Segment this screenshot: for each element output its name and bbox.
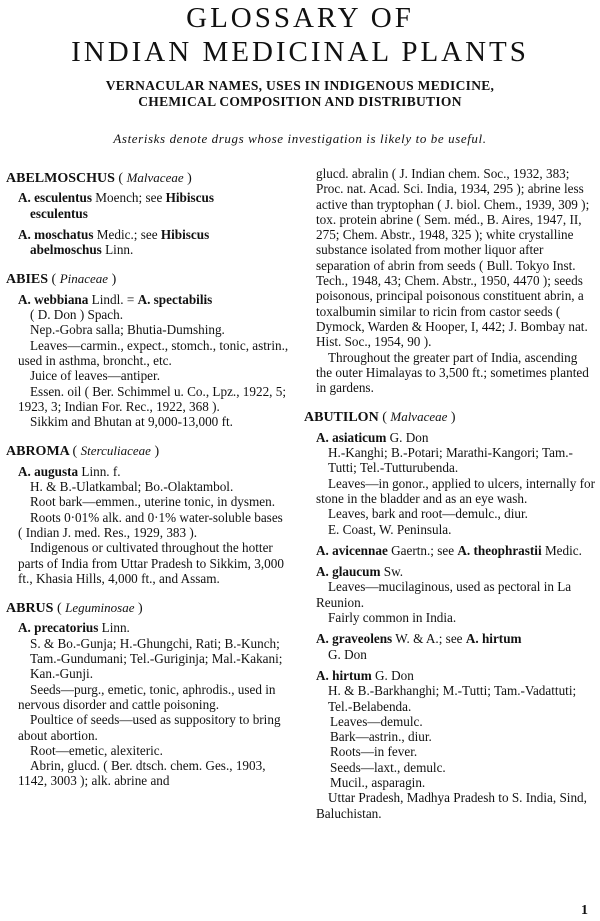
species-entry [18, 227, 290, 258]
genus-heading: ABROMA ( Sterculiaceae ) [6, 443, 160, 460]
chemistry-text: Roots 0·01% alk. and 0·1% water-soluble bases ( Indian J. med. Res., 1929, 383 ). [18, 509, 283, 540]
species-name: A. augusta [18, 463, 79, 479]
authority: W. & A.; see [392, 631, 466, 647]
cross-ref-species: esculentus [30, 205, 88, 221]
genus-heading: ABELMOSCHUS ( Malvaceae ) [6, 170, 192, 186]
distribution-text: Indigenous or cultivated throughout the hotter parts of India from Uttar Pradesh to Sikkim, 3,000 ft., Khasia Hills, 4,000 ft., and Assam. [18, 540, 284, 586]
species-name: A. hirtum [316, 667, 372, 683]
species-entry [316, 564, 596, 625]
title-line-2: INDIAN MEDICINAL PLANTS [71, 36, 529, 68]
uses-text: Seeds—laxt., demulc. [330, 759, 446, 775]
uses-text: Leaves—in gonor., applied to ulcers, internally for stone in the bladder and as an eye wash. [316, 475, 595, 506]
species-entry [18, 620, 290, 788]
family-name: Malvaceae [126, 170, 184, 185]
page-number: 1 [581, 903, 588, 918]
genus-name: ABELMOSCHUS [6, 171, 115, 186]
distribution-text: Throughout the greater part of India, ascending the outer Himalayas to 3,500 ft.; sometimes planted in gardens. [316, 349, 589, 396]
authority: Moench; see [92, 190, 166, 206]
asterisk-note: Asterisks denote drugs whose investigation is likely to be useful. [113, 131, 487, 146]
distribution-text: E. Coast, W. Peninsula. [328, 521, 452, 537]
uses-text: Bark—astrin., diur. [330, 729, 432, 745]
vernacular-names: H. & B.-Ulatkambal; Bo.-Olaktambol. [30, 479, 234, 495]
authority: Medic.; see [93, 226, 161, 242]
cross-ref: Hibiscus [165, 190, 214, 206]
chemistry-text: Mucil., asparagin. [330, 774, 426, 790]
section-abrus-continued [316, 166, 596, 395]
uses-text: Seeds—purg., emetic, tonic, aphrodis., used in nervous disorder and cattle poisoning. [18, 681, 276, 712]
species-entry [18, 190, 290, 221]
chemistry-text: glucd. abralin ( J. Indian chem. Soc., 1932, 383; Proc. nat. Acad. Sci. India, 1934, 295 ); abrine less active than tryptophan ( J. biol. Chem., 1939, 309 ); tox. protein abrine ( Sem. méd., B. Aires, 1947, II, 275; Chem. Abstr., 1948, 325 ); white crystalline substance isolated from mother liquor after separation of abrin from seeds ( Bull. Tokyo Inst. Tech., 1948, 43; Chem. Abstr., 1950, 4470 ); seeds poisonous, principal poisonous constituent abrin, a toxalbumin similar to ricin from castor seeds ( Dymock, Warden & Hooper, I, 442; J. Bombay nat. Hist. Soc., 1954, 90 ). [316, 166, 590, 350]
cross-ref: A. hirtum [465, 631, 522, 647]
genus-heading: ABIES ( Pinaceae ) [6, 271, 117, 288]
species-name: A. asiaticum [316, 429, 387, 445]
cross-ref: Hibiscus [160, 226, 210, 242]
species-entry [316, 668, 596, 821]
species-entry [316, 430, 596, 537]
subtitle-line-2: CHEMICAL COMPOSITION AND DISTRIBUTION [138, 94, 462, 109]
vernacular-names: H. & B.-Barkhanghi; M.-Tutti; Tam.-Vadattuti; Tel.-Belabenda. [328, 683, 577, 714]
right-column [304, 166, 596, 835]
title-line-1: GLOSSARY OF [186, 2, 414, 34]
subtitle-line-1: VERNACULAR NAMES, USES IN INDIGENOUS MEDICINE, [105, 78, 495, 93]
vernacular-names: S. & Bo.-Gunja; H.-Ghungchi, Rati; B.-Kunch; Tam.-Gundumani; Tel.-Guriginja; Mal.-Kakani; Kan.-Gunji. [30, 635, 283, 682]
uses-text: Leaves—carmin., expect., stomch., tonic, astrin., used in asthma, broncht., etc. [18, 337, 289, 368]
cross-ref-species: abelmoschus [30, 242, 102, 258]
genus-heading: ABRUS ( Leguminosae ) [6, 600, 143, 617]
chemistry-text: Abrin, glucd. ( Ber. dtsch. chem. Ges., 1903, 1142, 3003 ); alk. abrine and [18, 758, 266, 789]
species-entry [18, 292, 290, 430]
species-name: A. avicennae [316, 542, 388, 558]
family-name: Leguminosae [65, 600, 135, 616]
synonym: A. spectabilis [137, 291, 213, 307]
species-name: A. precatorius [18, 620, 99, 636]
distribution-text: Fairly common in India. [328, 610, 457, 626]
section-abroma [6, 443, 290, 586]
genus-name: ABROMA [6, 444, 69, 460]
species-name: A. webbiana [18, 291, 89, 307]
vernacular-names: H.-Kanghi; B.-Potari; Marathi-Kangori; Tam.-Tutti; Tel.-Tutturubenda. [328, 445, 573, 476]
authority: Linn. [101, 242, 134, 258]
authority: ( D. Don ) Spach. [30, 307, 124, 323]
uses-text: Root bark—emmen., uterine tonic, in dysmen. [30, 494, 276, 510]
genus-heading: ABUTILON ( Malvaceae ) [304, 409, 456, 426]
uses-text: Roots—in fever. [330, 744, 418, 760]
family-name: Sterculiaceae [80, 443, 151, 459]
uses-text: Leaves—mucilaginous, used as pectoral in La Reunion. [316, 579, 572, 610]
uses-text: Leaves, bark and root—demulc., diur. [328, 506, 528, 522]
chemistry-text: Essen. oil ( Ber. Schimmel u. Co., Lpz., 1922, 5; 1923, 3; Indian For. Rec., 1922, 368 ). [18, 383, 287, 414]
section-abelmoschus [6, 170, 290, 257]
uses-text: Juice of leaves—antiper. [30, 368, 160, 384]
authority: Lindl. = [88, 291, 138, 307]
species-name: A. glaucum [316, 564, 381, 580]
species-entry [316, 543, 596, 558]
genus-name: ABUTILON [304, 410, 379, 426]
authority: G. Don [371, 667, 414, 683]
vernacular-names: Nep.-Gobra salla; Bhutia-Dumshing. [30, 322, 225, 338]
authority: Sw. [380, 564, 404, 580]
family-name: Malvaceae [390, 409, 448, 425]
cross-ref: A. theophrastii [457, 542, 542, 558]
family-name: Pinaceae [59, 271, 109, 287]
uses-text: Poultice of seeds—used as suppository to bring about abortion. [18, 712, 281, 743]
species-entry [316, 631, 596, 662]
uses-text: Leaves—demulc. [330, 713, 423, 729]
authority: G. Don [386, 429, 429, 445]
species-entry [18, 464, 290, 586]
genus-name: ABIES [6, 272, 49, 288]
authority: Gaertn.; see [387, 542, 458, 558]
authority: Linn. [98, 620, 130, 636]
authority: G. Don [328, 646, 367, 662]
authority: Medic. [541, 542, 582, 558]
species-name: A. graveolens [316, 631, 393, 647]
species-name: A. moschatus [18, 226, 94, 242]
section-abrus [6, 600, 290, 789]
species-name: A. esculentus [18, 190, 92, 206]
left-column [6, 170, 290, 803]
section-abutilon [304, 409, 596, 820]
distribution-text: Sikkim and Bhutan at 9,000-13,000 ft. [30, 414, 233, 430]
distribution-text: Uttar Pradesh, Madhya Pradesh to S. India, Sind, Baluchistan. [316, 790, 587, 821]
authority: Linn. f. [78, 463, 121, 479]
uses-text: Root—emetic, alexiteric. [30, 742, 163, 758]
genus-name: ABRUS [6, 601, 54, 617]
section-abies [6, 271, 290, 429]
